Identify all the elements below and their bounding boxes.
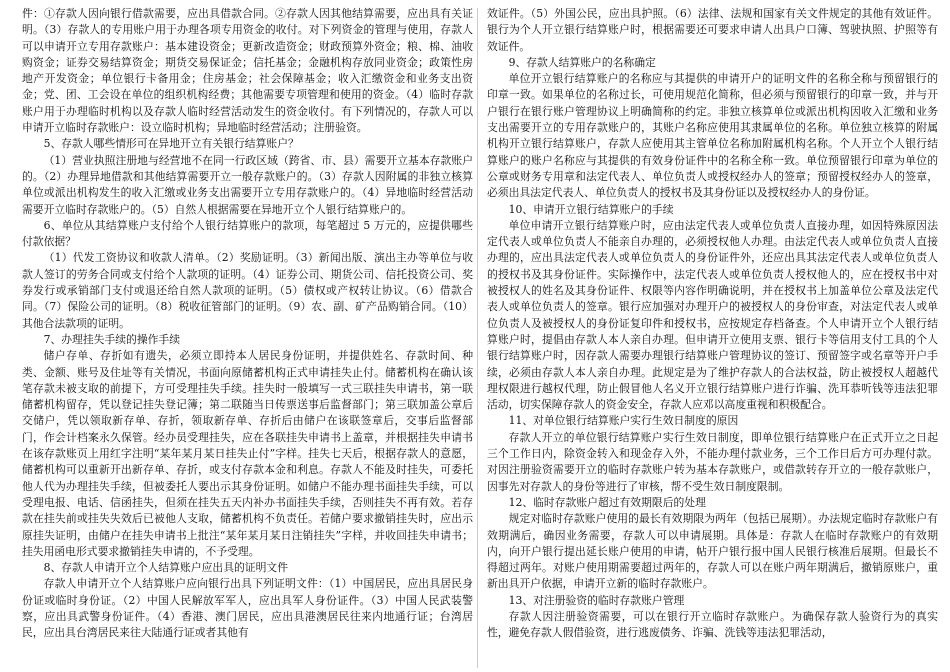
section-heading: 6、单位从其结算账户支付给个人银行结算账户的款项，每笔超过 5 万元的，应提供哪些付款依据？ (22, 218, 473, 249)
paragraph: 规定对临时存款账户使用的最长有效期限为两年（包括已展期）。办法规定临时存款账户有效期满后，确因业务需要，存款人可以申请展期。具体是：存款人在临时存款账户的有效期内，向开户银行提出延长账户使用的申请，帖开户银行报中国人民银行核准后展期。但最长不得超过两年。对账户使用期需要超过两年的，存款人可以在账户两年期满后，撤销原账户，重新出具开户依据，申请开立新的临时存款账户。 (487, 512, 938, 591)
section-heading: 7、办理挂失手续的操作手续 (43, 332, 181, 346)
left-column (22, 6, 473, 672)
paragraph: 件：①存款人因向银行借款需要，应出具借款合同。②存款人因其他结算需要，应出具有关证明。（3）存款人的专用账户用于办理各项专用资金的收付。对下列资金的管理与使用，存款人可以申请开立专用存款账户：基本建设资金；更新改造资金；财政预算外资金；粮、棉、油收购资金；证券交易结算资金；期货交易保证金；信托基金；金融机构存放同业资金；政策性房地产开发资金；单位银行卡备用金；住房基金；社会保障基金；收入汇缴资金和业务支出资金；党、团、工会设在单位的组织机构经费；其他需要专项管理和使用的资金。（4）临时存款账户用于办理临时机构以及存款人临时经营活动发生的资金收付。有下列情况的，存款人可以申请开立临时存款账户：设立临时机构；异地临时经营活动；注册验资。 (22, 7, 473, 135)
column-divider (477, 8, 478, 668)
paragraph: 单位申请开立银行结算账户时，应由法定代表人或单位负责人直接办理，如因特殊原因法定代表人或单位负责人不能亲自办理的，必须授权他人办理。由法定代表人或单位负责人直接办理的，应出具法定代表人或单位负责人的身份证件外，还应出具其法定代表人或单位负责人的授权书及其身份证件。实际操作中，法定代表人或单位负责人授权他人的，应在授权书中对被授权人的姓名及其身份证件、权限等内容作明确说明，并在授权书上加盖单位公章及法定代表人或单位负责人的签章。银行应加强对办理开户的被授权人的身份审查，对法定代表人或单位负责人及被授权人的身份证复印件和授权书，应按规定存档备查。个人申请开立个人银行结算账户时，提倡由存款人本人亲自办理。但申请开立使用支票、银行卡等信用支付工具的个人银行结算账户时，因存款人需要办理银行结算账户管理协议的签订、预留签字或名章等开户手续，必须由存款人本人亲自办理。此规定是为了维护存款人的合法权益，防止被授权人超越代理权限进行越权代理，防止假冒他人名义开立银行结算账户进行诈骗、洗耳恭听钱等违法犯罪活动，切实保障存款人的资金安全，存款人应邓以高度重视和积极配合。 (487, 218, 938, 412)
section-heading: 12、临时存款账户超过有效期限后的处理 (508, 495, 706, 509)
paragraph: （1）代发工资协议和收款人清单。（2）奖励证明。（3）新闻出版、演出主办等单位与收款人签订的劳务合同或支付给个人款项的证明。（4）证券公司、期货公司、信托投资公司、奖券发行或承销部门支付或退还给自然人款项的证明。（5）债权或产权转让协议。（6）借款合同。（7）保险公司的证明。（8）税收征管部门的证明。（9）农、副、矿产品购销合同。（10）其他合法款项的证明。 (22, 251, 473, 330)
section-heading: 10、申请开立银行结算账户的手续 (508, 202, 674, 216)
section-heading: 11、对单位银行结算账户实行生效日制度的原因 (508, 414, 739, 428)
section-heading: 8、存款人申请开立个人结算账户应出具的证明文件 (43, 561, 288, 575)
section-heading: 13、对注册验资的临时存款账户管理 (508, 593, 685, 607)
paragraph: 储户存单、存折如有遗失，必须立即持本人居民身份证明，并提供姓名、存款时间、种类、金额、账号及住址等有关情况，书面向原储蓄机构正式申请挂失止付。储蓄机构在确认该笔存款未被支取的前提下，方可受理挂失手续。挂失时一般填写一式三联挂失申请书，第一联储蓄机构留存，凭以登记挂失登记簿；第二联随当日传票送事后监督部门；第三联加盖公章后交储户，凭以领取新存单、存折，领取新存单、存折后由储户在该联签章后，交事后监督部门，作会计档案永久保管。经办员受理挂失，应在各联挂失申请书上盖章，并根据挂失申请书在该存款账页上用红字注明“某年某月某日挂失止付”字样。挂失七天后，根据存款人的意愿，储蓄机构可以重新开出新存单、存折，或支付存款本金和利息。存款人不能及时挂失，可委托他人代为办理挂失手续，但被委托人要出示其身份证明。如储户不能办理书面挂失手续，可以受理电报、电话、信函挂失，但须在挂失五天内补办书面挂失手续，否则挂失不再有效。若存款在挂失前或挂失失效后已被他人支取，储蓄机构不负责任。若储户要求撤销挂失时，应出示原挂失证明，由储户在挂失申请书上批注“某年某月某日注销挂失”字样，并收回挂失申请书；挂失用函电形式要求撤销挂失申请的，不予受理。 (22, 349, 473, 558)
paragraph: 存款人开立的单位银行结算账户实行生效日制度，即单位银行结算账户在正式开立之日起三个工作日内，除资金转入和现金存入外，不能办理付款业务，三个工作日后方可办理付款。对因注册验资需要开立的临时存款账户转为基本存款账户，或借款转存开立的一般存款账户，因事先对存款人的身份等进行了审核，帮不受生效日制度限制。 (487, 430, 938, 493)
paragraph: （1）营业执照注册地与经营地不在同一行政区域（跨省、市、县）需要开立基本存款账户的。（2）办理异地借款和其他结算需要开立一般存款账户的。（3）存款人因附属的非独立核算单位或派出机构发生的收入汇缴或业务支出需要开立专用存款账户的。（4）异地临时经营活动需要开立临时存款账户的。（5）自然人根据需要在异地开立个人银行结算账户的。 (22, 153, 473, 216)
section-heading: 9、存款人结算账户的名称确定 (508, 55, 656, 69)
paragraph: 存款人申请开立个人结算账户应向银行出具下列证明文件：（1）中国居民，应出具居民身份证或临时身份证。（2）中国人民解放军军人，应出具军人身份证件。（3）中国人民武装警察，应出具武警身份证件。（4）香港、澳门居民，应出具港澳居民往来内地通行证；台湾居民，应出具台湾居民来往大陆通行证或者其他有 (22, 577, 473, 640)
paragraph: 存款人因注册验资需要，可以在银行开立临时存款账户。为确保存款人验资行为的真实性，避免存款人假借验资，进行逃废债务、诈骗、洗钱等违法犯罪活动， (487, 609, 938, 640)
section-heading: 5、存款人哪些情形可在异地开立有关银行结算账户？ (43, 137, 299, 151)
paragraph: 单位开立银行结算账户的名称应与其提供的申请开户的证明文件的名称全称与预留银行的印章一致。如果单位的名称过长，可使用规范化简称，但必须与预留银行的印章一致，并与开户银行在银行账户管理协议上明确简称的约定。非独立核算单位或派出机构因收入汇缴和业务支出需要开立的专用存款账户的，其账户名称应使用其隶属单位的名称。单位独立核算的附属机构开立银行结算账户，存款人应使用其主管单位名称加附属机构名称。个人开立个人银行结算账户的账户名称应与其提供的有效身份证件中的名称全称一致。单位预留银行印章为单位的公章或财务专用章和法定代表人、单位负责人或授权经办人的签章；预留授权经办人的签章，必须出具法定代表人、单位负责人的授权书及其身份证以及授权经办人的身份证。 (487, 72, 938, 200)
paragraph: 效证件。（5）外国公民，应出具护照。（6）法律、法规和国家有关文件规定的其他有效证件。银行为个人开立银行结算账户时，根据需要还可要求申请人出具户口簿、驾驶执照、护照等有效证件。 (487, 7, 938, 53)
right-column (487, 6, 938, 672)
